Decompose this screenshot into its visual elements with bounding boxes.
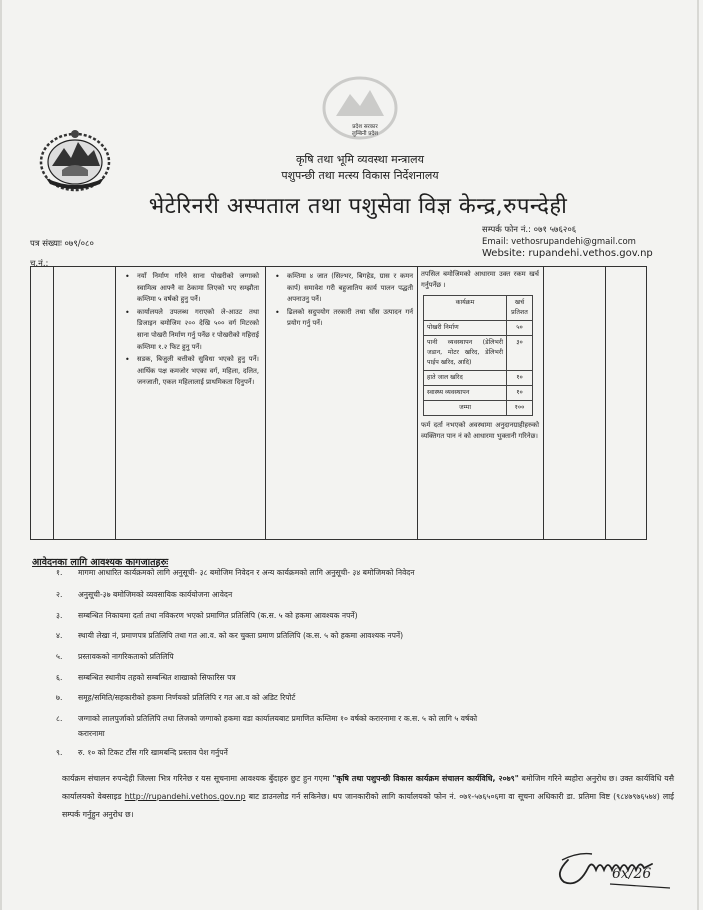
list-item: • ढिलको सदुपयोग तरकारी तथा घाँस उत्पादन गर्न प्रयोग गर्नु पर्ने।	[273, 307, 413, 330]
item-text: प्रस्तावकको नागरिकताको प्रतिलिपि	[78, 652, 174, 661]
scan-edge-left	[0, 0, 2, 910]
table-divider	[543, 267, 544, 539]
list-item	[56, 590, 232, 600]
province-name-text: लुम्बिनी प्रदेश	[351, 131, 379, 137]
scan-edge-right	[697, 0, 699, 910]
signature-date: 6x/26	[612, 866, 652, 882]
list-item	[56, 714, 477, 739]
item-number: ४.	[56, 631, 63, 640]
item-number: ७.	[56, 693, 63, 702]
table-header-row	[424, 296, 533, 321]
cell-percent: १०	[507, 371, 533, 386]
table-row	[424, 336, 533, 371]
list-item: • कार्यालयले उपलब्ध गराएको ले-आउट तथा डिजाइन बमोजिम २०० देखि ५०० वर्ग मिटरको साना पोखरी निर्माण गर्नु पर्नेछ र पोखरीको गहिराई कम्तिमा १.२ फिट हुनु पर्ने।	[123, 307, 259, 353]
documents-heading: आवेदनका लागि आवश्यक कागजातहरुः	[32, 557, 169, 568]
item-number: ६.	[56, 673, 63, 682]
budget-intro: तपसिल बमोजिमको आधारमा उक्त रकम खर्च गर्नुपर्नेछ ।	[421, 270, 539, 289]
cell-percent: ३०	[507, 336, 533, 371]
cell-total-label: जम्मा	[424, 401, 507, 416]
cell-total-value: १००	[507, 401, 533, 416]
dispatch-number: च.नं.:	[30, 259, 49, 269]
list-item	[56, 611, 358, 621]
cell-activity: हाते जाल खरिद	[424, 371, 507, 386]
table-divider	[53, 267, 54, 539]
list-item	[56, 652, 174, 662]
budget-column	[421, 269, 539, 442]
item-number: ८.	[56, 714, 63, 723]
table-row	[424, 371, 533, 386]
item-number: ३.	[56, 611, 63, 620]
eligibility-column	[123, 271, 259, 390]
phone-text: सम्पर्क फोन नं.: ०७१ ५७६२०६	[482, 225, 577, 235]
guideline-name: "कृषि तथा पशुपन्छी विकास कार्यक्रम संचालन कार्यविधि, २०७९"	[332, 774, 519, 783]
cell-activity: स्वास्थ्य व्यवस्थापन	[424, 386, 507, 401]
table-divider	[417, 267, 418, 539]
website-link[interactable]: http://rupandehi.vethos.gov.np	[124, 792, 246, 801]
program-table	[30, 266, 647, 540]
list-item	[56, 693, 295, 703]
cell-activity: पानी व्यवस्थापन (डेलिभरी जडान, मोटर खरिद, डेलिभरी पाईप खरिद, आदि)	[424, 336, 507, 371]
nepal-emblem-icon	[38, 126, 112, 192]
table-divider	[115, 267, 116, 539]
cell-percent: १०	[507, 386, 533, 401]
office-title: भेटेरिनरी अस्पताल तथा पशुसेवा विज्ञ केन्द्र,रुपन्देही	[148, 194, 568, 219]
reference-number: पत्र संख्याः ०७९/०८०	[30, 239, 94, 249]
header-percent: खर्च प्रतिशत	[507, 296, 533, 321]
item-text: मागमा आधारित कार्यक्रमको लागि अनुसूची- ३८ बमोजिम निवेदन र अन्य कार्यक्रमको लागि अनुसूची- ३४ बमोजिमको निवेदन	[78, 568, 415, 577]
directorate-name: पशुपन्छी तथा मत्स्य विकास निर्देशनालय	[281, 169, 439, 182]
list-item: • नयाँ निर्माण गरिने साना पोखरीको जग्गाको स्वामित्व आफ्नै वा ठेकामा लिएको भए सम्झौता कम्तिमा ५ वर्षको हुनु पर्ने।	[123, 271, 259, 306]
closing-text: कार्यक्रम संचालन रुपन्देही जिल्ला भित्र गरिनेछ र यस सूचनामा आवश्यक बुँदाहरु छुट हुन गएमा	[62, 774, 333, 783]
list-item	[56, 748, 228, 758]
conditions-column	[273, 271, 413, 331]
province-heading	[340, 124, 390, 138]
website-text: Website: rupandehi.vethos.gov.np	[482, 248, 653, 259]
item-number: १.	[56, 568, 63, 577]
item-text: स्थायी लेखा नं, प्रमाणपत्र प्रतिलिपि तथा गत आ.व. को कर चुक्ता प्रमाण प्रतिलिपि (क.स. ५ को हकमा आवश्यक नपर्ने)	[78, 631, 404, 640]
item-text: समूह/समिति/सहकारीको हकमा निर्णयको प्रतिलिपि र गत आ.व को अडिट रिपोर्ट	[78, 693, 296, 702]
item-number: ५.	[56, 652, 63, 661]
item-number: ९.	[56, 748, 63, 757]
table-row	[424, 386, 533, 401]
list-item	[56, 673, 236, 683]
cell-activity: पोखरी निर्माण	[424, 321, 507, 336]
item-text: अनुसूची-३७ बमोजिमको व्यवसायिक कार्ययोजना आवेदन	[78, 590, 233, 599]
province-gov-text: प्रदेश सरकार	[352, 124, 378, 130]
ministry-name: कृषि तथा भूमि व्यवस्था मन्त्रालय	[295, 153, 425, 166]
item-text-continued: करारनामा	[78, 729, 105, 738]
list-item	[56, 568, 415, 578]
item-text: रु. १० को टिकट टाँस गरि खामबन्दि प्रस्ताव पेश गर्नुपर्ने	[78, 748, 228, 757]
table-divider	[605, 267, 606, 539]
cost-breakdown-table	[423, 295, 533, 416]
closing-text: बमोजिम गरिने ब्यहोरा अनुरोध छ। उक्त कार्यविधि यसै कार्यालयको वेबसाइड	[62, 774, 674, 801]
list-item: • सडक, बिजुली बत्तीको सुविधा भएको हुनु पर्ने। आर्थिक पक्ष कमजोर भएका वर्ग, महिला, दलित, जनजाती, एकल महिलालाई प्राथमिकता दिनुपर्ने।	[123, 354, 259, 389]
header-activity: कार्यक्रम	[424, 296, 507, 321]
item-text: सम्बन्धित स्थानीय तहको सम्बन्धित शाखाको सिफारिस पत्र	[78, 673, 236, 682]
closing-paragraph	[62, 770, 674, 824]
item-text: जग्गाको लालपुर्जाको प्रतिलिपि तथा लिजको जग्गाको हकमा वडा कार्यालयबाट प्रमाणित कम्तिमा १० वर्षको करारनामा र क.स. ५ को लागि ५ वर्षको	[78, 714, 478, 723]
payment-note: फर्म दर्ता नभएको अवस्थामा अनुदानग्राहीहरुको व्यक्तिगत पान नं को आधारमा भुक्तानी गरिनेछ।	[421, 421, 539, 440]
email-text: Email: vethosrupandehi@gmail.com	[482, 237, 636, 247]
list-item	[56, 631, 403, 641]
table-divider	[265, 267, 266, 539]
closing-text: बाट डाउनलोड गर्न सकिनेछ। थप जानकारीको लागि कार्यालयको फोन नं. ०७१-५७६५०६मा वा सूचना अधिकारी डा. प्रतिमा विष्ट (९८४७९७६५७४) लाई सम्पर्क गर्नुहुन अनुरोध छ।	[62, 792, 674, 819]
signature-icon	[548, 830, 688, 896]
cell-percent: ५०	[507, 321, 533, 336]
list-item: • कम्तिमा ४ जात (सिल्भर, बिगहेड, ग्रास र कमन कार्प) समावेश गरी बहुजातिय कार्य पालन पद्धती अपनाउनु पर्ने।	[273, 271, 413, 306]
item-number: २.	[56, 590, 63, 599]
table-row	[424, 321, 533, 336]
item-text: सम्बन्धित निकायमा दर्ता तथा नविकरण भएको प्रमाणित प्रतिलिपि (क.स. ५ को हकमा आवश्यक नपर्ने)	[78, 611, 358, 620]
table-total-row	[424, 401, 533, 416]
contact-block	[482, 224, 636, 248]
